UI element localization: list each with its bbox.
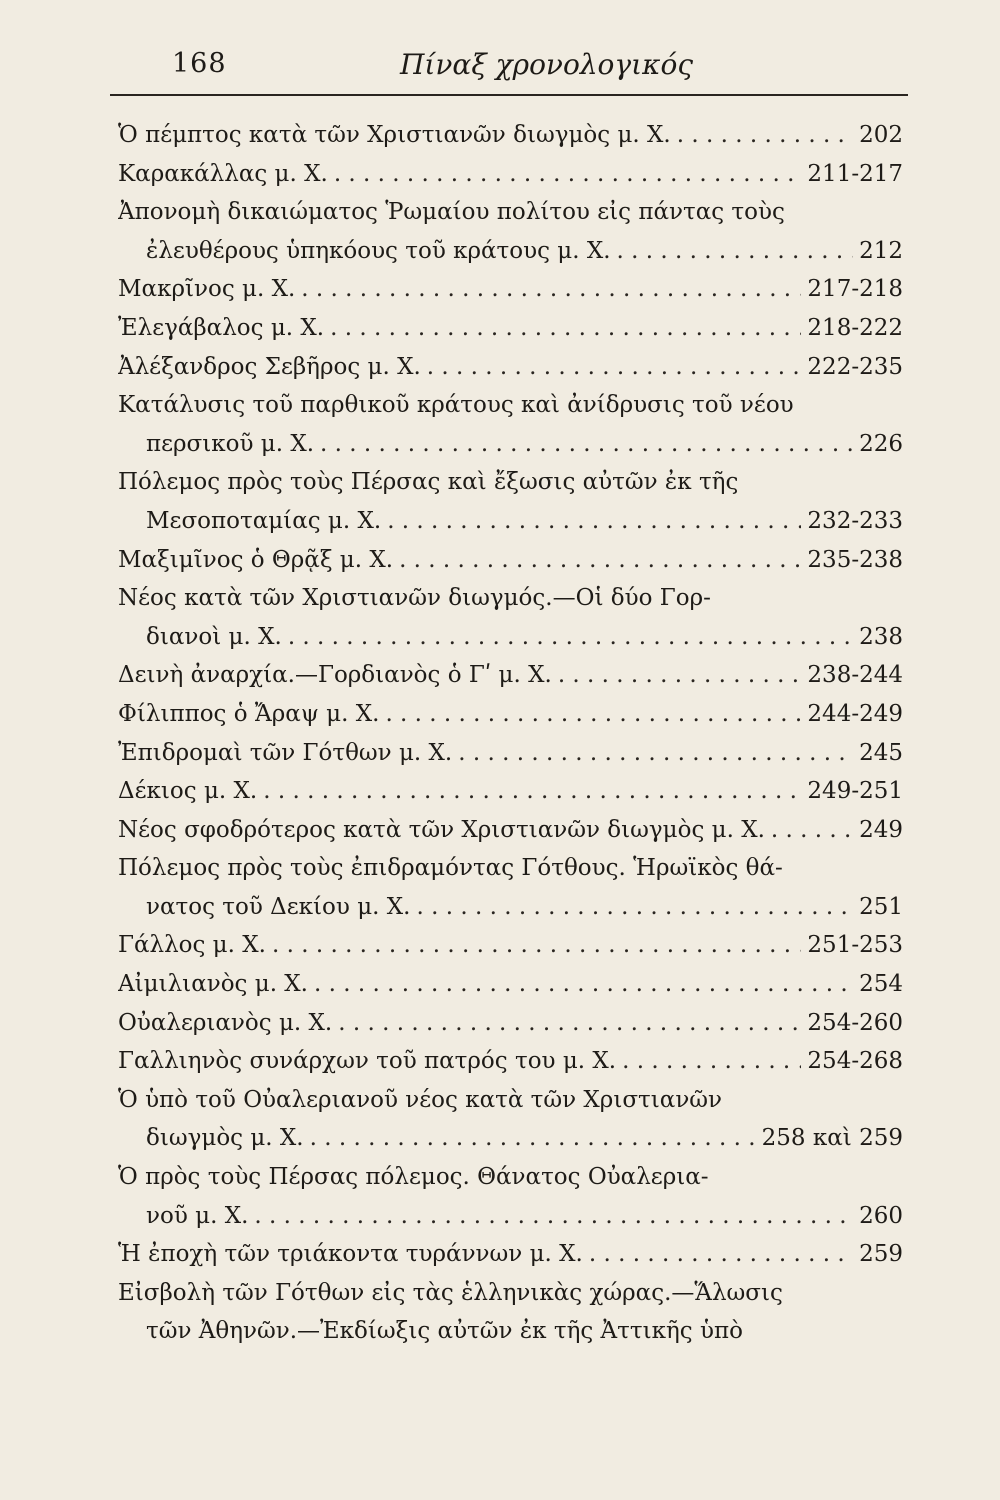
chronology-entry: [118, 695, 903, 734]
chronology-entry: [118, 1235, 903, 1274]
entry-date: 244-249: [807, 700, 903, 727]
chronology-entry: [118, 116, 903, 155]
entry-date: 211-217: [807, 160, 903, 187]
chronology-entry: [118, 849, 903, 888]
chronology-entry: [118, 232, 903, 271]
entry-text: διωγμὸς μ. Χ.: [146, 1125, 304, 1152]
dot-leader: [771, 811, 853, 850]
entry-text: Νέος κατὰ τῶν Χριστιανῶν διωγμός.—Οἱ δύο Γορ-: [118, 585, 711, 612]
entry-text: Μαξιμῖνος ὁ Θρᾷξ μ. Χ.: [118, 546, 394, 573]
dot-leader: [310, 1119, 756, 1158]
dot-leader: [458, 734, 853, 773]
dot-leader: [288, 618, 853, 657]
page-header: [110, 48, 910, 90]
entry-date: 249: [859, 816, 903, 843]
dot-leader: [314, 965, 853, 1004]
chronology-entry: [118, 1004, 903, 1043]
chronology-entry: [118, 348, 903, 387]
chronology-entry: [118, 772, 903, 811]
entry-date: 251: [859, 893, 903, 920]
entry-text: Νέος σφοδρότερος κατὰ τῶν Χριστιανῶν διωγμὸς μ. Χ.: [118, 816, 765, 843]
chronology-entry: [118, 811, 903, 850]
dot-leader: [399, 541, 801, 580]
chronology-entry: [118, 734, 903, 773]
chronology-entry: [118, 1081, 903, 1120]
chronology-entry: [118, 463, 903, 502]
entry-date: 251-253: [807, 932, 903, 959]
chronology-entry: [118, 386, 903, 425]
chronology-entry: [118, 1197, 903, 1236]
page-number: 168: [172, 48, 227, 79]
entry-date: 259: [859, 1241, 903, 1268]
entry-date: 238: [859, 623, 903, 650]
entry-date: 226: [859, 430, 903, 457]
entry-text: Αἰμιλιανὸς μ. Χ.: [118, 971, 308, 998]
entry-text: Οὐαλεριανὸς μ. Χ.: [118, 1009, 333, 1036]
entry-text: Μακρῖνος μ. Χ.: [118, 276, 296, 303]
entry-text: διανοὶ μ. Χ.: [146, 623, 282, 650]
chronology-entry: [118, 541, 903, 580]
chronology-entry: [118, 1158, 903, 1197]
dot-leader: [427, 348, 802, 387]
dot-leader: [301, 270, 801, 309]
entry-text: Ἀπονομὴ δικαιώματος Ῥωμαίου πολίτου εἰς πάντας τοὺς: [118, 199, 785, 226]
entry-date: 258 καὶ 259: [761, 1125, 903, 1152]
entry-text: ἐλευθέρους ὑπηκόους τοῦ κράτους μ. Χ.: [146, 237, 611, 264]
entry-text: Γαλλιηνὸς συνάρχων τοῦ πατρός του μ. Χ.: [118, 1048, 617, 1075]
entry-text: Ὁ ὑπὸ τοῦ Οὐαλεριανοῦ νέος κατὰ τῶν Χριστιανῶν: [118, 1086, 723, 1113]
entry-text: Ὁ πέμπτος κατὰ τῶν Χριστιανῶν διωγμὸς μ. Χ.: [118, 122, 671, 148]
entry-text: Γάλλος μ. Χ.: [118, 932, 266, 959]
entry-text: Φίλιππος ὁ Ἄραψ μ. Χ.: [118, 700, 380, 727]
entry-text: Κατάλυσις τοῦ παρθικοῦ κράτους καὶ ἀνίδρυσις τοῦ νέου: [118, 392, 794, 419]
entry-text: Ὁ πρὸς τοὺς Πέρσας πόλεμος. Θάνατος Οὐαλερια-: [118, 1164, 709, 1191]
chronology-entry: [118, 270, 903, 309]
dot-leader: [320, 425, 853, 464]
dot-leader: [263, 772, 801, 811]
chronology-entry: [118, 656, 903, 695]
dot-leader: [334, 155, 802, 194]
entry-text: Ἐλεγάβαλος μ. Χ.: [118, 314, 325, 341]
chronology-entry: [118, 425, 903, 464]
entry-text: Μεσοποταμίας μ. Χ.: [146, 507, 382, 534]
chronology-entry: [118, 618, 903, 657]
chronology-entry: [118, 502, 903, 541]
entry-text: Ἀλέξανδρος Σεβῆρος μ. Χ.: [118, 353, 421, 380]
entry-text: Καρακάλλας μ. Χ.: [118, 160, 328, 187]
entry-date: 222-235: [807, 353, 903, 380]
chronology-entry: [118, 1312, 903, 1351]
entry-date: 249-251: [807, 778, 903, 805]
dot-leader: [387, 502, 801, 541]
chronology-entry: [118, 926, 903, 965]
dot-leader: [272, 926, 801, 965]
entry-date: 218-222: [807, 314, 903, 341]
entry-text: τῶν Ἀθηνῶν.—Ἐκδίωξις αὐτῶν ἐκ τῆς Ἀττικῆς ὑπὸ: [146, 1318, 743, 1345]
dot-leader: [617, 232, 854, 271]
dot-leader: [254, 1197, 853, 1236]
entry-date: 254: [859, 971, 903, 998]
entry-text: νοῦ μ. Χ.: [146, 1202, 249, 1229]
entry-date: 235-238: [807, 546, 903, 573]
chronology-entry: [118, 965, 903, 1004]
chronology-entries: [118, 116, 903, 1351]
entry-date: 254-260: [807, 1009, 903, 1036]
entry-date: 212: [859, 237, 903, 264]
chronology-entry: [118, 309, 903, 348]
header-rule: [110, 94, 908, 96]
chronology-entry: [118, 579, 903, 618]
entry-date: 238-244: [807, 662, 903, 689]
entry-text: Δέκιος μ. Χ.: [118, 778, 258, 805]
entry-text: περσικοῦ μ. Χ.: [146, 430, 315, 457]
dot-leader: [416, 888, 853, 927]
entry-date: 217-218: [807, 276, 903, 303]
entry-date: 232-233: [807, 507, 903, 534]
dot-leader: [330, 309, 801, 348]
entry-date: 254-268: [807, 1048, 903, 1075]
chronology-entry: [118, 155, 903, 194]
entry-date: 202: [859, 122, 903, 148]
chronology-entry: [118, 1274, 903, 1313]
dot-leader: [589, 1235, 853, 1274]
dot-leader: [558, 656, 802, 695]
entry-date: 260: [859, 1202, 903, 1229]
dot-leader: [677, 116, 853, 155]
dot-leader: [622, 1042, 801, 1081]
running-title: Πίναξ χρονολογικός: [400, 48, 694, 81]
dot-leader: [385, 695, 801, 734]
entry-text: Δεινὴ ἀναρχία.—Γορδιανὸς ὁ Γʹ μ. Χ.: [118, 662, 552, 689]
entry-text: Ἡ ἐποχὴ τῶν τριάκοντα τυράννων μ. Χ.: [118, 1241, 583, 1268]
entry-text: Ἐπιδρομαὶ τῶν Γότθων μ. Χ.: [118, 739, 453, 766]
chronology-entry: [118, 193, 903, 232]
chronology-entry: [118, 1119, 903, 1158]
entry-date: 245: [859, 739, 903, 766]
chronology-entry: [118, 1042, 903, 1081]
entry-text: Πόλεμος πρὸς τοὺς ἐπιδραμόντας Γότθους. Ἡρωϊκὸς θά-: [118, 855, 783, 882]
entry-text: Πόλεμος πρὸς τοὺς Πέρσας καὶ ἔξωσις αὐτῶν ἐκ τῆς: [118, 469, 739, 496]
entry-text: Εἰσβολὴ τῶν Γότθων εἰς τὰς ἑλληνικὰς χώρας.—Ἅλωσις: [118, 1279, 783, 1306]
entry-text: νατος τοῦ Δεκίου μ. Χ.: [146, 893, 411, 920]
dot-leader: [338, 1004, 801, 1043]
chronology-entry: [118, 888, 903, 927]
